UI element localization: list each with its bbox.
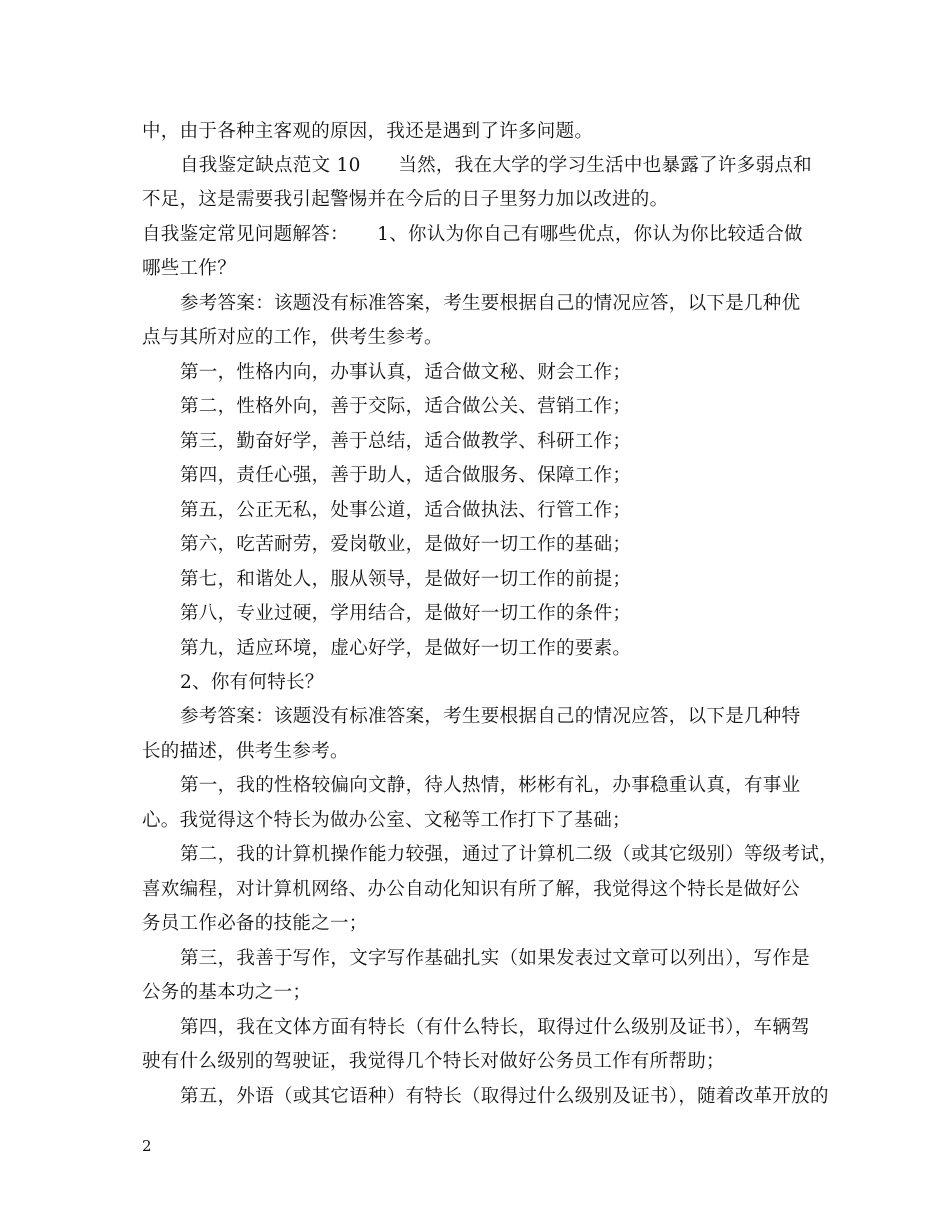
text-line: 自我鉴定常见问题解答： 1、你认为你自己有哪些优点，你认为你比较适合做 (142, 224, 803, 245)
text-line: 第五，公正无私，处事公道，适合做执法、行管工作； (180, 500, 632, 521)
text-line: 中，由于各种主客观的原因，我还是遇到了许多问题。 (142, 121, 594, 142)
text-line: 第四，责任心强，善于助人，适合做服务、保障工作； (180, 465, 632, 486)
text-line: 哪些工作？ (142, 258, 237, 279)
text-line: 第一，我的性格较偏向文静，待人热情，彬彬有礼，办事稳重认真，有事业 (180, 775, 801, 796)
text-line: 公务的基本功之一； (142, 982, 312, 1003)
text-line: 第三，我善于写作，文字写作基础扎实（如果发表过文章可以列出），写作是 (180, 948, 810, 969)
page-number: 2 (142, 1137, 152, 1155)
text-line: 心。我觉得这个特长为做办公室、文秘等工作打下了基础； (142, 810, 631, 831)
text-line: 务员工作必备的技能之一； (142, 913, 368, 934)
text-line: 第八，专业过硬，学用结合，是做好一切工作的条件； (180, 603, 632, 624)
text-line: 第七，和谐处人，服从领导，是做好一切工作的前提； (180, 569, 632, 590)
text-line: 参考答案：该题没有标准答案，考生要根据自己的情况应答，以下是几种特 (180, 706, 801, 727)
text-line: 第九，适应环境，虚心好学，是做好一切工作的要素。 (180, 638, 632, 659)
text-line: 第二，性格外向，善于交际，适合做公关、营销工作； (180, 396, 632, 417)
text-line: 点与其所对应的工作，供考生参考。 (142, 327, 443, 348)
text-line: 2、你有何特长？ (180, 672, 324, 693)
text-line: 喜欢编程，对计算机网络、办公自动化知识有所了解，我觉得这个特长是做好公 (142, 879, 801, 900)
text-line: 第二，我的计算机操作能力较强，通过了计算机二级（或其它级别）等级考试， (180, 844, 839, 865)
text-line: 长的描述，供考生参考。 (142, 741, 349, 762)
text-line: 第一，性格内向，办事认真，适合做文秘、财会工作； (180, 362, 632, 383)
text-line: 第六，吃苦耐劳，爱岗敬业，是做好一切工作的基础； (180, 534, 632, 555)
text-line: 参考答案：该题没有标准答案，考生要根据自己的情况应答，以下是几种优 (180, 293, 801, 314)
text-line: 自我鉴定缺点范文 10 当然，我在大学的学习生活中也暴露了许多弱点和 (180, 155, 812, 176)
text-line: 驶有什么级别的驾驶证，我觉得几个特长对做好公务员工作有所帮助； (142, 1051, 725, 1072)
text-line: 第三，勤奋好学，善于总结，适合做教学、科研工作； (180, 431, 632, 452)
text-line: 第四，我在文体方面有特长（有什么特长，取得过什么级别及证书），车辆驾 (180, 1017, 810, 1038)
text-line: 不足，这是需要我引起警惕并在今后的日子里努力加以改进的。 (142, 189, 669, 210)
text-line: 第五，外语（或其它语种）有特长（取得过什么级别及证书），随着改革开放的 (180, 1086, 829, 1107)
